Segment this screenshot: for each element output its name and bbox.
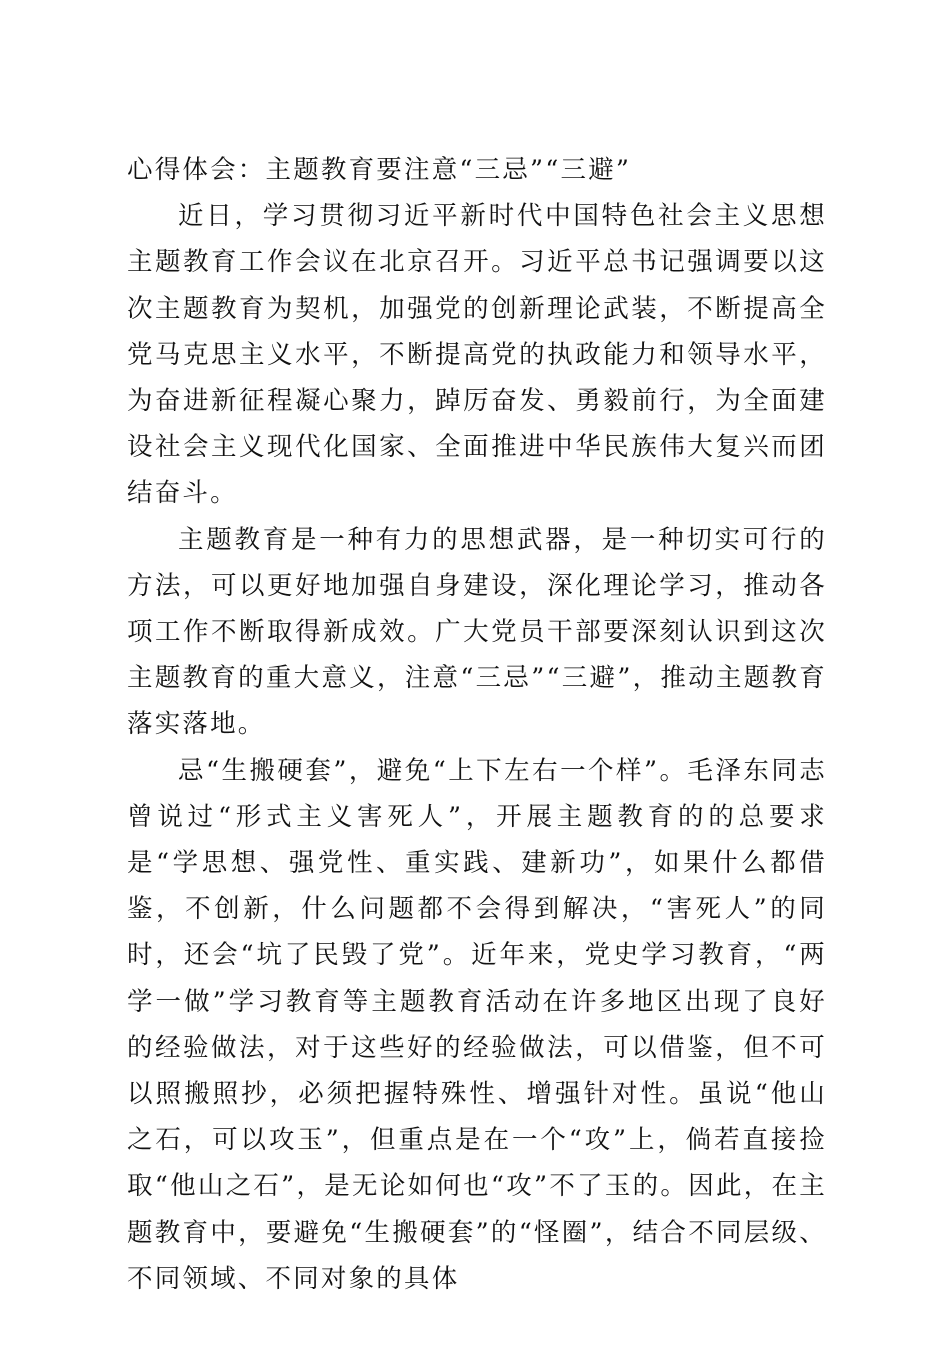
document-title: 心得体会：主题教育要注意“三忌”“三避” <box>127 155 632 185</box>
paragraph-intro: 近日，学习贯彻习近平新时代中国特色社会主义思想主题教育工作会议在北京召开。习近平总书记强调要以这次主题教育为契机，加强党的创新理论武装，不断提高全党马克思主义水平，不断提高党的执政能力和领导水平，为奋进新征程凝心聚力，踔厉奋发、勇毅前行，为全面建设社会主义现代化国家、全面推进中华民族伟大复兴而团结奋斗。 <box>127 201 827 509</box>
paragraph-first-taboo: 忌“生搬硬套”，避免“上下左右一个样”。毛泽东同志曾说过“形式主义害死人”，开展主题教育的的总要求是“学思想、强党性、重实践、建新功”，如果什么都借鉴，不创新，什么问题都不会得到解决，“害死人”的同时，还会“坑了民毁了党”。近年来，党史学习教育，“两学一做”学习教育等主题教育活动在许多地区出现了良好的经验做法，对于这些好的经验做法，可以借鉴，但不可以照搬照抄，必须把握特殊性、增强针对性。虽说“他山之石，可以攻玉”，但重点是在一个“攻”上，倘若直接捡取“他山之石”，是无论如何也“攻”不了玉的。因此，在主题教育中，要避免“生搬硬套”的“怪圈”，结合不同层级、不同领域、不同对象的具体 <box>127 755 827 1294</box>
paragraph-significance: 主题教育是一种有力的思想武器，是一种切实可行的方法，可以更好地加强自身建设，深化理论学习，推动各项工作不断取得新成效。广大党员干部要深刻认识到这次主题教育的重大意义，注意“三忌”“三避”，推动主题教育落实落地。 <box>127 524 827 740</box>
document-body <box>127 147 827 1302</box>
